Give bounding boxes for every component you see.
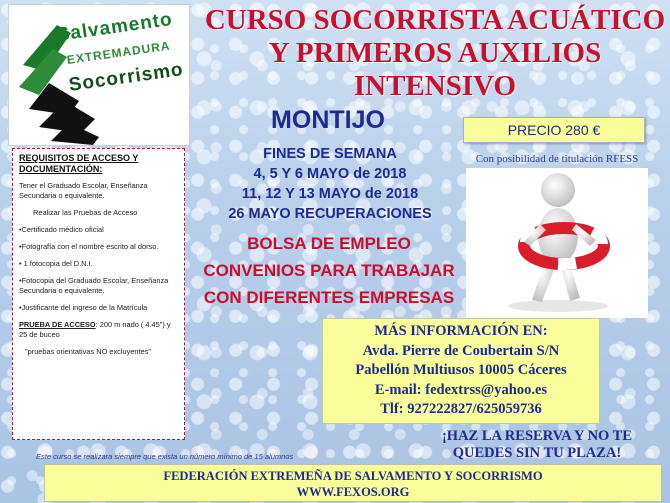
- info-heading: MÁS INFORMACIÓN EN:: [374, 323, 548, 339]
- reserva-line-1: ¡HAZ LA RESERVA Y NO TE: [441, 428, 633, 444]
- title-line-2: Y PRIMEROS AUXILIOS: [268, 37, 602, 69]
- footer-website: WWW.FEXOS.ORG: [296, 485, 410, 499]
- requirement-item: Tener el Graduado Escolar, Enseñanza Secundaria o equivalente.: [19, 181, 148, 200]
- dates-line: FINES DE SEMANA: [263, 146, 397, 162]
- dates-line: 26 MAYO RECUPERACIONES: [228, 206, 432, 222]
- info-phone: Tlf: 927222827/625059736: [380, 401, 542, 417]
- requirement-item: •Certificado médico oficial: [19, 225, 104, 234]
- dates-line: 4, 5 Y 6 MAYO de 2018: [253, 166, 407, 182]
- info-address: Avda. Pierre de Coubertain S/N: [362, 342, 560, 359]
- lifeguard-figure-image: [466, 168, 648, 318]
- access-test-text: : 200 m nado ( 4.45") y 25 de buceo: [19, 320, 171, 339]
- price-badge: PRECIO 280 €: [463, 117, 645, 143]
- dates-line: 11, 12 Y 13 MAYO de 2018: [241, 186, 419, 202]
- access-test: [19, 320, 180, 340]
- course-title: [200, 4, 670, 103]
- requirement-item: •Fotocopia del Graduado Escolar, Enseñanza Secundaria o equivalente.: [19, 276, 169, 295]
- requirement-item: • 1 fotocopia del D.N.I.: [19, 259, 93, 268]
- logo-text-extremadura: EXTREMADURA: [66, 38, 172, 67]
- highlight-line: BOLSA DE EMPLEO: [247, 234, 411, 253]
- info-email: E-mail: fedextrss@yahoo.es: [374, 381, 548, 398]
- logo-text-socorrismo: Socorrismo: [67, 59, 185, 96]
- requirement-item: •Justificante del ingreso de la Matrícula: [19, 303, 148, 312]
- requirement-item: Realizar las Pruebas de Acceso: [33, 208, 138, 217]
- highlights: [194, 230, 464, 311]
- contact-info-box: [322, 318, 600, 424]
- reservation-callout: [404, 428, 670, 462]
- federation-logo: [8, 4, 190, 146]
- course-dates: [196, 144, 464, 224]
- logo-text-salvamento: Salvamento: [55, 8, 174, 46]
- highlight-line: CONVENIOS PARA TRABAJAR: [203, 261, 455, 280]
- title-line-1: CURSO SOCORRISTA ACUÁTICO: [204, 4, 666, 36]
- minimum-students-note: Este curso se realizara siempre que exista un número mínimo de 15 alumnos: [36, 452, 294, 461]
- reserva-line-2: QUEDES SIN TU PLAZA!: [452, 445, 622, 461]
- footer-banner: [44, 464, 662, 502]
- highlight-line: CON DIFERENTES EMPRESAS: [203, 288, 455, 307]
- requirements-heading: REQUISITOS DE ACCESO Y DOCUMENTACIÓN:: [19, 153, 139, 174]
- footer-federation: FEDERACIÓN EXTREMEÑA DE SALVAMENTO Y SOCORRISMO: [163, 469, 543, 483]
- requirements-panel: [12, 148, 185, 440]
- requirement-item: •Fotografía con el nombre escrito al dorso.: [19, 242, 159, 251]
- orientative-note: "pruebas orientativas NO excluyentes": [25, 347, 152, 356]
- town-name: MONTIJO: [271, 106, 385, 134]
- info-pabellon: Pabellón Multiusos 10005 Cáceres: [355, 362, 567, 378]
- access-test-label: PRUEBA DE ACCESO: [19, 320, 96, 329]
- titulacion-note: Con posibilidad de titulación RFESS: [475, 153, 639, 165]
- title-line-3: INTENSIVO: [353, 70, 517, 102]
- 3d-figure-with-life-ring: [466, 168, 648, 318]
